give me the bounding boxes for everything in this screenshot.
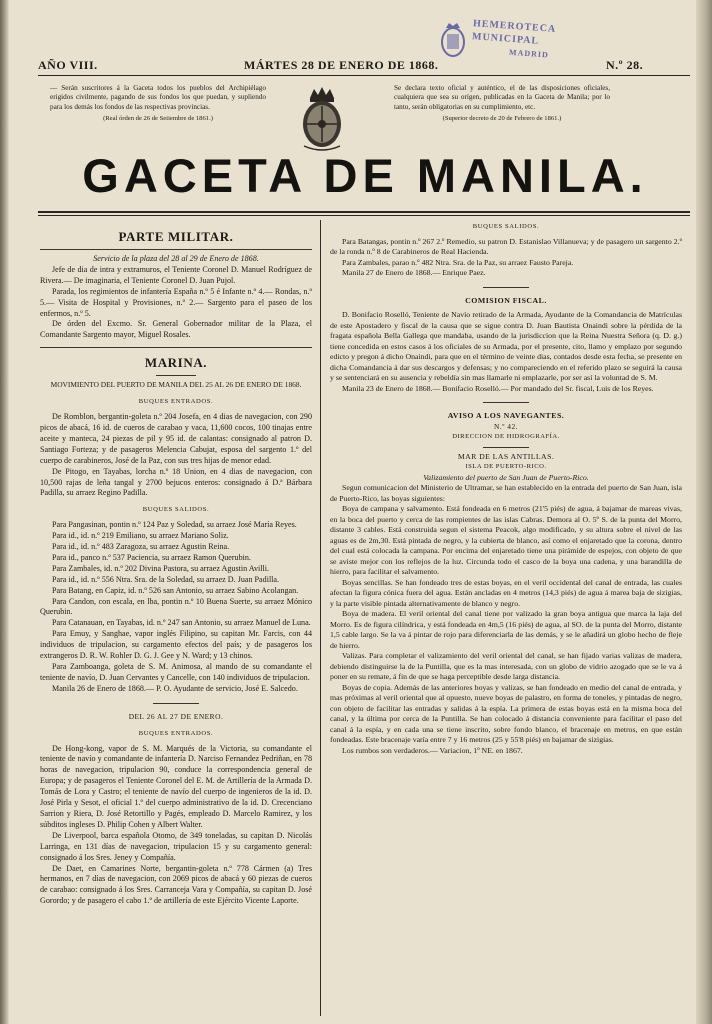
left-column <box>40 222 312 907</box>
separator <box>40 347 312 348</box>
salido-item: Para id., id. n.º 556 Ntra. Sra. de la Soledad, su arraez D. Juan Padilla. <box>52 574 280 584</box>
salido-item: Para Zambales, id. n.º 202 Divina Pastora, su arraez Agustin Avilli. <box>52 563 270 573</box>
section-marina: MARINA. <box>144 355 208 371</box>
mar-heading: MAR DE LAS ANTILLAS. <box>457 451 555 461</box>
subheading: BUQUES ENTRADOS. <box>138 398 214 406</box>
del-26-heading: DEL 26 AL 27 DE ENERO. <box>128 711 224 721</box>
entry-paragraph: De Liverpool, barca española Otomo, de 349 toneladas, su capitan D. Nicolás Larringa, en 131 días de navegacion, tripulacion 15 y su cargamento general: consignado á los Sres. Jeney y Compañía. <box>40 830 312 862</box>
parada-paragraph: Parada, los regimientos de infantería España n.º 5 é Infante n.º 4.— Rondas, n.º 5.— Visita de Hospital y Provisiones, n.º 2.— Sargento para el paseo de los enfermos, n.º 5. <box>40 286 312 318</box>
entry-paragraph: Para Batangas, pontin n.º 267 2.º Remedio, su patron D. Estanislao Villanueva; y de pasagero un sargento 2.º de la ronda n.º 8 de Carabineros de Real Hacienda. <box>330 236 682 256</box>
salido-item: Para Pangasinan, pontin n.º 124 Paz y Soledad, su arraez José María Reyes. <box>52 520 297 530</box>
stamp-text <box>471 17 557 62</box>
year-label: AÑO VIII. <box>38 58 98 72</box>
separator <box>483 447 529 448</box>
boyas-sencillas-paragraph: Boyas sencillas. Se han fondeado tres de estas boyas, en el veril occidental del canal de entrada, las cuales afectan la figura cónica fuera del agua. Están ancladas en 4 metros (14,3 piés) de agua á marea baja de sizigias, y la parte visible pintada alternativamente de blanco y negro. <box>330 577 682 608</box>
comision-paragraph: D. Bonifacio Roselló, Teniente de Navío retirado de la Armada, Ayudante de la Comandancia de Matrículas de este Apostadero y fiscal de la causa que se sigue contra D. Juan Bautista Onaindi sobre la pérdida de la fragata española Bella Gallega que mandaba, usando de la jurisdiccion que la Reina Nuestra Señora (q. D. g.) tiene concedida en estos casos á los oficiales de su Armada, por el presente, cito, llamo y emplazo por segundo edicto y pregon á dicho Onaindi, para que en el término de veinte dias, contados desde esta fecha, se presente en dicha Comandancia á dar sus descargos y defensas; y no compareciendo en el referido plazo se seguirá la causa y se sentenciará en su ausencia y rebeldía sin mas llamarle ni emplazarle, por ser así la voluntad de S. M. <box>330 310 682 382</box>
comision-heading: COMISION FISCAL. <box>465 295 547 305</box>
right-column <box>330 222 682 756</box>
salidos-list <box>40 520 312 684</box>
entry-paragraph: De Pitogo, en Tayabas, lorcha n.º 18 Union, en 4 dias de navegacion, con 10,500 rajas de leña tangal y 2700 bejucos enteros: consignado á D.ª Bárbara Padilla, su arraez Regino Padilla. <box>40 466 312 498</box>
comision-signature: Manila 23 de Enero de 1868.— Bonifacio Roselló.— Por mandado del Sr. fiscal, Luis de los Reyes. <box>342 383 654 393</box>
signature-paragraph: Manila 27 de Enero de 1868.— Enrique Paez. <box>342 268 486 277</box>
boyas-copia-paragraph: Boyas de copia. Además de las anteriores boyas y valizas, se han fondeado en medio del canal de entrada, y mas próximas al veril oriental que al opuesto, nueve boyas de palastro, en forma de toneles, y pintadas de negro, con objeto de facilitar las entradas y salidas á la espía. La primera de estas boyas está en la misma boca del canal, y la última por cerca de la Puntilla. Se han colocado á distancia conveniente para facilitar el paso del canal á la espía, y en cada una se tiene inscrito, sobre fondo blanco, el bracenaje en metros, en que están fondeadas. Este bracenaje varía entre 7 y 16 metros (25 y 55'8 piés) en bajamar de sizigias. <box>330 682 682 744</box>
entry-paragraph: Para Zambales, parao n.º 482 Ntra. Sra. de la Paz, su arraez Fausto Pareja. <box>342 257 574 267</box>
movimiento-heading: MOVIMIENTO DEL PUERTO DE MANILA DEL 25 AL 26 DE ENERO DE 1868. <box>50 380 302 390</box>
salido-item: Para id., panco n.º 537 Paciencia, su arraez Ramon Querubin. <box>52 552 251 562</box>
signature-paragraph: Manila 26 de Enero de 1868.— P. O. Ayudante de servicio, José E. Salcedo. <box>52 683 298 693</box>
section-parte-militar: PARTE MILITAR. <box>118 229 234 244</box>
book-spine <box>0 0 9 1024</box>
aviso-heading: AVISO A LOS NAVEGANTES. <box>447 411 565 420</box>
entry-paragraph: De Hong-kong, vapor de S. M. Marqués de la Victoria, su comandante el teniente de navío y comandante de infantería D. Narciso Fernandez Pedriñan, en 78 horas de navegacion, tripulacion 90, conduce la correspondencia general de Europa; y de pasageros el Teniente Coronel del E. M. de Artillería de la Armada D. Tomás de Lora y Castro; el teniente de navío del cuerpo de ingenieros de la id. D. José Pirla y Sesot, el oficial 1.º del cuerpo administrativo de la id. D. Crecenciano Sarrion y Riera, D. José Retortillo y Pagés, empleado D. Marcelo Ramirez, y los súbditos ingleses D. Philip Cohen y Albert Walter. <box>40 743 312 829</box>
rumbos-paragraph: Los rumbos son verdaderos.— Variacion, 1º NE. en 1867. <box>342 745 523 755</box>
entry-paragraph: De Daet, en Camarines Norte, bergantin-goleta n.º 778 Cármen (a) Tres hermanos, en 7 días de navegacion, con 2069 picos de abacá y 60 piezas de cueros de carabao: consignado á los Sres. Carranceja Vara y Compañía, su capitan D. José Gorordo; y de pasagero el cabo 1.º de artillería de este Ejército Vicente Laporte. <box>40 863 312 906</box>
subheading: BUQUES SALIDOS. <box>472 223 540 230</box>
separator <box>40 249 312 250</box>
entry-paragraph: De Romblon, bergantin-goleta n.º 204 Josefa, en 4 dias de navegacion, con 290 picos de abacá, 16 id. de cueros de carabao y vaca, 11,600 cocos, 100 tinajas entre aceite y manteca, 24 piezas de pil y 95 id. de calantas: consignado al patron D. Santiago Forteza; y de pasageros Melencia Cabujat, esposa del sargento 1.º del cuerpo de carabineros, José de la Paz, con sus tres hijas de menor edad. <box>40 412 312 465</box>
notice-right-text: Se declara texto oficial y auténtico, el de las disposiciones oficiales, cualquiera que sea su orígen, publicadas en la Gaceta de Manila; por lo tanto, serán obligatorias en su cumplimiento, etc. <box>394 84 610 111</box>
boya-campana-paragraph: Boya de campana y salvamento. Está fondeada en 6 metros (21'5 piés) de agua, á bajamar de mareas vivas, en la boca del puerto y cerca de las rompientes de las islas Cabras. Demora al O. 5º S. de la punta del Morro, distante 3 cables. Está construida segun el sistema Peacok, algo modificado, y su altura sobre el nivel de las aguas es de 2m,30. Está pintada de negro, y la cubierta de blanco, así como el enjaretado que la corona, dentro del cual está colocada la campana. Por encima del enjaretado tiene una pirámide de espejos, con objeto de que se aviste mejor con los reflejos de la luz. Circunda todo el casco de la boya una cadena, y una barandilla de hierro, para facilitar el salvamento. <box>330 504 682 576</box>
servicio-line: Servicio de la plaza del 28 al 29 de Enero de 1868. <box>93 254 259 263</box>
column-divider <box>320 220 321 1016</box>
salido-item: Para id., id. n.º 219 Emiliano, su arraez Mariano Soliz. <box>52 531 229 541</box>
boya-madera-paragraph: Boya de madera. El veril oriental del canal tiene por valizado la gran boya antigua que marca la laja del Morro. Es de figura cilíndrica, y está fondeada en 4m,5 (16 piés) de agua, al SO. de la punta del Morro, distante 1,5 cable largo. Se la va á pintar de rojo para diferenciarla de las demás, y se le añadirá un globo hecho de fleje de hierro. <box>330 609 682 650</box>
salido-item: Para id., id. n.º 483 Zaragoza, su arraez Agustin Reina. <box>52 542 230 552</box>
balizamiento-heading: Valizamiento del puerto de San Juan de Puerto-Rico. <box>423 472 589 482</box>
salido-item: Para Catanauan, en Tayabas, id. n.º 247 san Antonio, su arraez Manuel de Luna. <box>52 618 311 628</box>
notice-left <box>50 84 266 123</box>
title-rule <box>38 211 690 213</box>
direccion-heading: DIRECCION DE HIDROGRAFÍA. <box>452 433 560 440</box>
title-rule-thin <box>38 215 690 216</box>
salido-item: Para Candon, con escala, en lba, pontin n.º 10 Buena Suerte, su arraez Mónico Querubin. <box>40 596 312 617</box>
page-edge <box>696 0 712 1024</box>
issue-number: N.º 28. <box>606 58 644 72</box>
newspaper-title: GACETA DE MANILA. <box>82 149 648 202</box>
issue-date: MÁRTES 28 DE ENERO DE 1868. <box>244 58 439 72</box>
isla-heading: ISLA DE PUERTO-RICO. <box>465 463 547 470</box>
notice-right <box>394 84 610 123</box>
separator <box>483 287 529 288</box>
separator <box>156 375 196 376</box>
subheading: BUQUES SALIDOS. <box>142 506 210 514</box>
aviso-intro: Segun comunicacion del Ministerio de Ultramar, se han establecido en la entrada del puerto de San Juan, isla de Puerto-Rico, las boyas siguientes: <box>330 483 682 503</box>
separator <box>483 402 529 403</box>
stamp-line: MADRID <box>508 47 550 60</box>
notice-left-text: — Serán suscritores á la Gaceta todos los pueblos del Archipiélago erigidos civilmente, pagando de sus fondos los que puedan, y supliendo para los demás los fondos de las respectivas provincias. <box>50 84 266 111</box>
separator <box>153 703 199 704</box>
masthead-rule <box>38 75 690 76</box>
aviso-number: N.º 42. <box>493 421 519 431</box>
stamp-line: HEMEROTECA <box>472 18 557 35</box>
orden-paragraph: De órden del Excmo. Sr. General Gobernador militar de la Plaza, el Comandante Sargento mayor, Miguel Rosales. <box>40 319 312 340</box>
salido-item: Para Zamboanga, goleta de S. M. Animosa, al mando de su comandante el teniente de navío, D. Juan Cervantes y Cancelle, con 140 individuos de tripulacion. <box>40 662 312 682</box>
notice-left-source: (Real órden de 26 de Setiembre de 1861.) <box>103 114 213 122</box>
crest-stamp-icon <box>438 20 468 60</box>
royal-crest-icon <box>296 84 348 154</box>
notice-right-source: (Superior decreto de 20 de Febrero de 1861.) <box>442 114 562 122</box>
valizas-paragraph: Valizas. Para completar el valizamiento del veril oriental del canal, se han fijado varias valizas de madera, debiendo distinguirse la de la Puntilla, que es la mas interesada, con un globo de vidrio azogado que se le va á poner en su remate, á fin de que se haga perceptible desde larga distancia. <box>330 651 682 681</box>
stamp-line: MUNICIPAL <box>471 31 540 47</box>
salido-item: Para Emuy, y Sanghae, vapor inglés Filipino, su capitan Mr. Farcis, con 44 individuos de tripulacion, su cargamento efectos del país; y de pasageros los extrangeros D. R. W. Rohler D. G. J. Gee y N. Ward; y 13 chinos. <box>40 629 312 661</box>
subheading: BUQUES ENTRADOS. <box>138 729 214 737</box>
salido-item: Para Batang, en Capiz, id. n.º 526 san Antonio, su arraez Sabino Acolangan. <box>52 585 299 595</box>
library-stamp <box>436 16 560 74</box>
jefe-paragraph: Jefe de dia de intra y extramuros, el Teniente Coronel D. Manuel Rodríguez de Rivera.— De imaginaria, el Teniente Coronel D. Juan Pujol. <box>40 264 312 285</box>
